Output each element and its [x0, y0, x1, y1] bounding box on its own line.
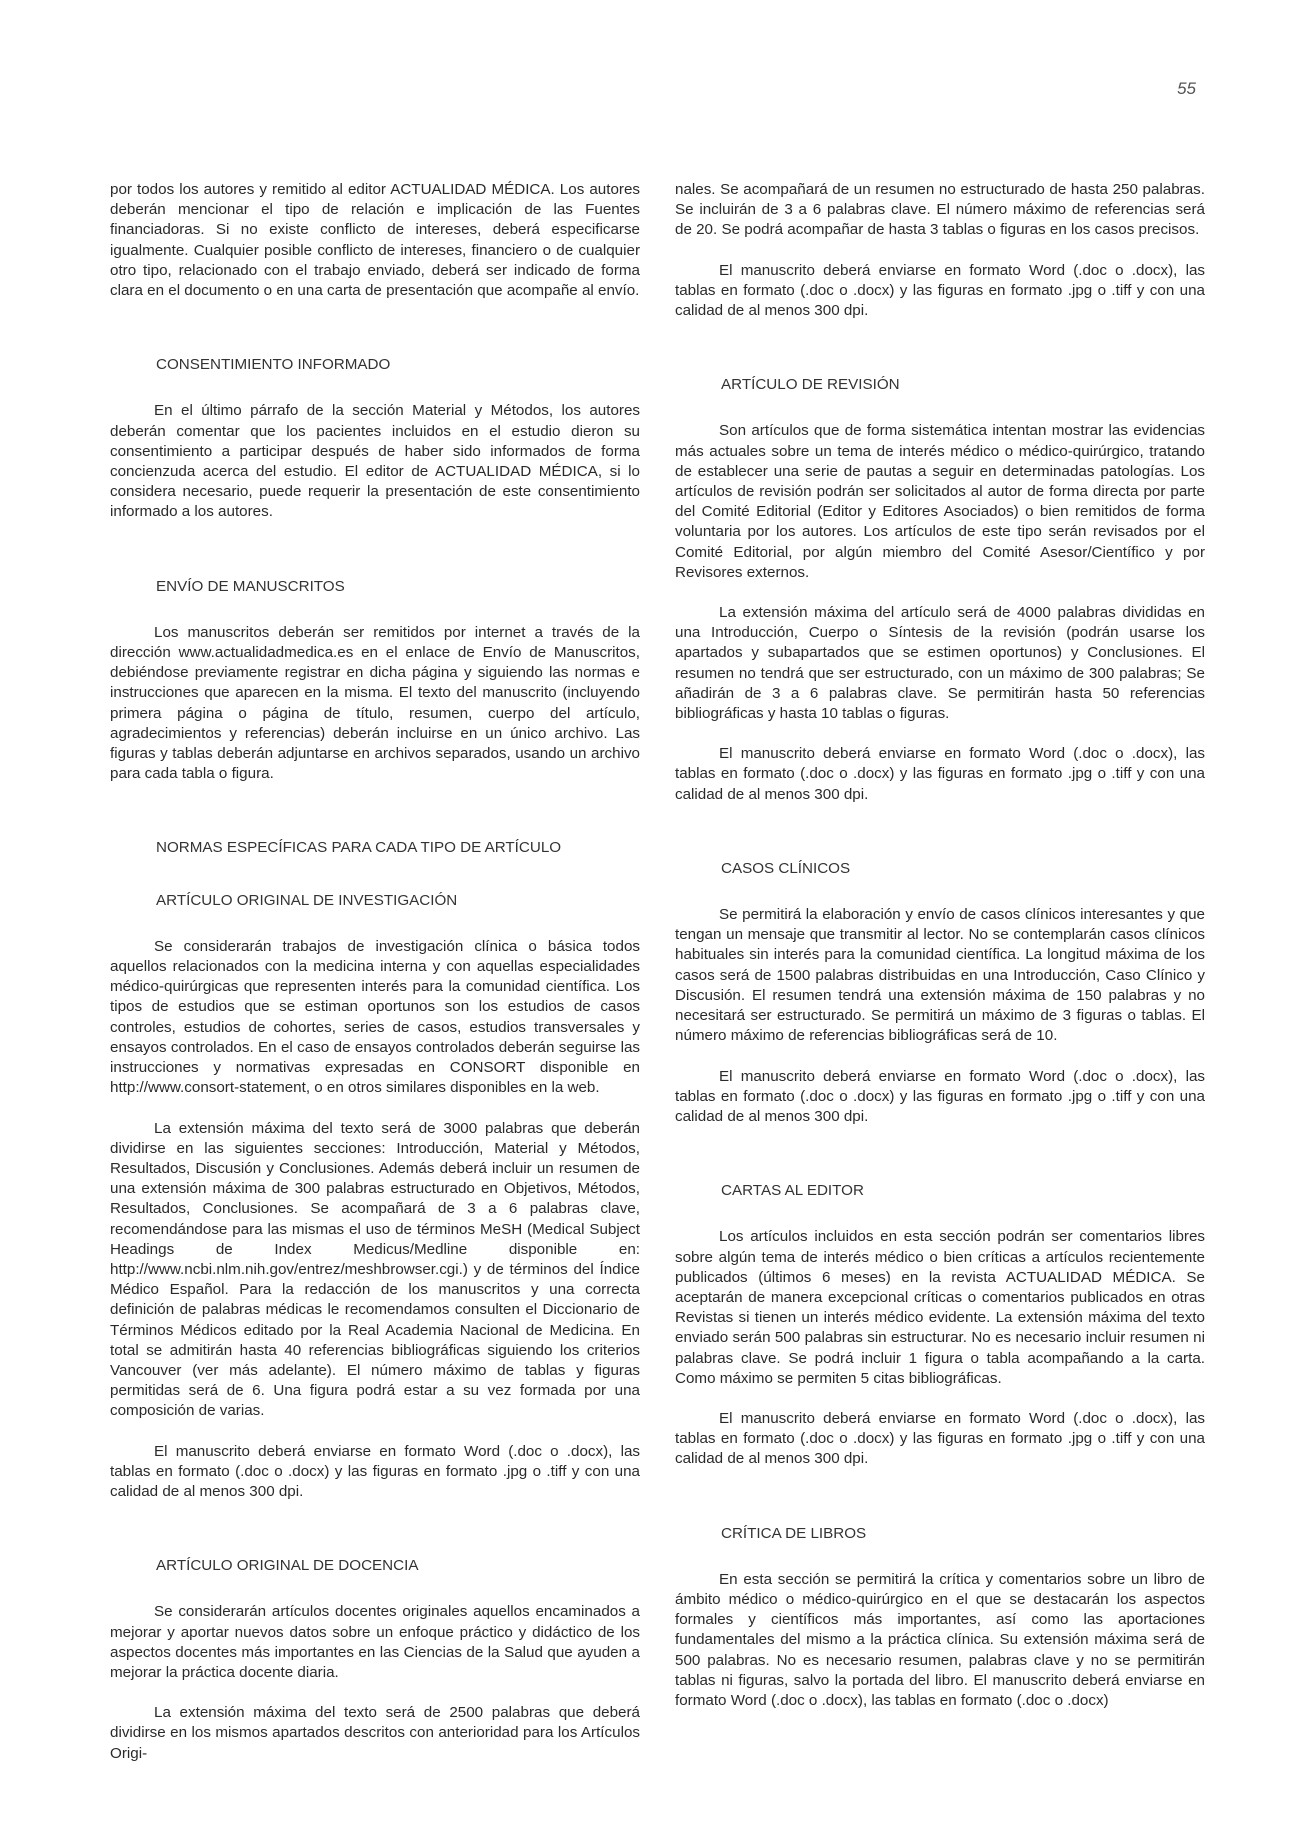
section-heading-teaching: ARTÍCULO ORIGINAL DE DOCENCIA	[156, 1557, 419, 1575]
review-format-paragraph: El manuscrito deberá enviarse en formato Word (.doc o .docx), las tablas en formato (.doc o .docx) y las figuras en formato .jpg o .tiff y con una calidad de al menos 300 dpi.	[675, 745, 1205, 803]
original-research-format-paragraph: El manuscrito deberá enviarse en formato Word (.doc o .docx), las tablas en formato (.doc o .docx) y las figuras en formato .jpg o .tiff y con una calidad de al menos 300 dpi.	[110, 1442, 640, 1500]
original-research-paragraph-1: Se considerarán trabajos de investigación clínica o básica todos aquellos relacionados con la medicina interna y con aquellas especialidades médico-quirúrgicas que representen interés para la comunidad científica. Los tipos de estudios que se estiman oportunos son los estudios de casos controles, estudios de cohortes, series de casos, estudios transversales y ensayos controlados. En el caso de ensayos controlados deberán seguirse las instrucciones y normativas expresadas en CONSORT disponible en http://www.consort-statement, o en otros similares disponibles en la web.	[110, 937, 640, 1097]
consent-paragraph: En el último párrafo de la sección Material y Métodos, los autores deberán comentar que los pacientes incluidos en el estudio dieron su consentimiento a participar después de haber sido informados de forma concienzuda acerca del estudio. El editor de ACTUALIDAD MÉDICA, si lo considera necesario, puede requerir la presentación de este consentimiento informado a los autores.	[110, 402, 640, 521]
teaching-paragraph-1: Se considerarán artículos docentes originales aquellos encaminados a mejorar y aportar nuevos datos sobre un enfoque práctico y didáctico de los aspectos docentes más importantes en las Ciencias de la Salud que ayuden a mejorar la práctica docente diaria.	[110, 1603, 640, 1681]
section-heading-submission: ENVÍO DE MANUSCRITOS	[156, 577, 345, 595]
intro-paragraph: por todos los autores y remitido al editor ACTUALIDAD MÉDICA. Los autores deberán mencionar el tipo de relación e implicación de las Fuentes financiadoras. Si no existe conflicto de intereses, deberá especificarse igualmente. Cualquier posible conflicto de intereses, financiero o de cualquier otro tipo, relacionado con el trabajo enviado, deberá ser indicado de forma clara en el documento o en una carta de presentación que acompañe al envío.	[110, 181, 640, 300]
section-heading-consent: CONSENTIMIENTO INFORMADO	[156, 356, 391, 374]
clinical-cases-format-paragraph: El manuscrito deberá enviarse en formato Word (.doc o .docx), las tablas en formato (.doc o .docx) y las figuras en formato .jpg o .tiff y con una calidad de al menos 300 dpi.	[675, 1067, 1205, 1125]
review-paragraph-2: La extensión máxima del artículo será de 4000 palabras divididas en una Introducción, Cuerpo o Síntesis de la revisión (podrán usarse los apartados y subapartados que se estimen oportunos) y Conclusiones. El resumen no tendrá que ser estructurado, con un máximo de 300 palabras; Se añadirán de 3 a 6 palabras clave. Se permitirán hasta 50 referencias bibliográficas y hasta 10 tablas o figuras.	[675, 604, 1205, 723]
book-reviews-paragraph: En esta sección se permitirá la crítica y comentarios sobre un libro de ámbito médico o médico-quirúrgico en el que se destacarán los aspectos formales y científicos más importantes, así como las aportaciones fundamentales del mismo a la práctica clínica. Su extensión máxima será de 500 palabras. No es necesario resumen, palabras clave y no se permitirán tablas ni figuras, salvo la portada del libro. El manuscrito deberá enviarse en formato Word (.doc o .docx), las tablas en formato (.doc o .docx)	[675, 1570, 1205, 1709]
section-heading-norms: NORMAS ESPECÍFICAS PARA CADA TIPO DE ARTÍCULO	[156, 839, 562, 857]
section-heading-original-research: ARTÍCULO ORIGINAL DE INVESTIGACIÓN	[156, 891, 458, 909]
continued-paragraph: nales. Se acompañará de un resumen no estructurado de hasta 250 palabras. Se incluirán de 3 a 6 palabras clave. El número máximo de referencias será de 20. Se podrá acompañar de hasta 3 tablas o figuras en los casos precisos.	[675, 181, 1205, 239]
left-column	[110, 180, 640, 1764]
section-heading-book-reviews: CRÍTICA DE LIBROS	[721, 1524, 867, 1542]
right-column	[675, 180, 1205, 1711]
original-research-paragraph-2: La extensión máxima del texto será de 3000 palabras que deberán dividirse en las siguientes secciones: Introducción, Material y Métodos, Resultados, Discusión y Conclusiones. Además deberá incluir un resumen de una extensión máxima de 300 palabras estructurado en Objetivos, Métodos, Resultados, Conclusiones. Se acompañará de 3 a 6 palabras clave, recomendándose para las mismas el uso de términos MeSH (Medical Subject Headings de Index Medicus/Medline disponible en: http://www.ncbi.nlm.nih.gov/entrez/meshbrowser.cgi.) y de términos del Índice Médico Español. Para la redacción de los manuscritos y una correcta definición de palabras médicas le recomendamos consulten el Diccionario de Términos Médicos editado por la Real Academia Nacional de Medicina. En total se admitirán hasta 40 referencias bibliográficas siguiendo los criterios Vancouver (ver más adelante). El número máximo de tablas y figuras permitidas será de 6. Una figura podrá estar a su vez formada por una composición de varias.	[110, 1119, 640, 1420]
page-number: 55	[1177, 79, 1196, 98]
section-heading-clinical-cases: CASOS CLÍNICOS	[721, 859, 851, 877]
review-paragraph-1: Son artículos que de forma sistemática intentan mostrar las evidencias más actuales sobre un tema de interés médico o médico-quirúrgico, tratando de establecer una serie de pautas a seguir en determinadas patologías. Los artículos de revisión podrán ser solicitados al autor de forma directa por parte del Comité Editorial (Editor y Editores Asociados) o bien remitidos de forma voluntaria por los autores. Los artículos de este tipo serán revisados por el Comité Editorial, por algún miembro del Comité Asesor/Científico y por Revisores externos.	[675, 422, 1205, 581]
letters-format-paragraph: El manuscrito deberá enviarse en formato Word (.doc o .docx), las tablas en formato (.doc o .docx) y las figuras en formato .jpg o .tiff y con una calidad de al menos 300 dpi.	[675, 1409, 1205, 1468]
teaching-paragraph-2: La extensión máxima del texto será de 2500 palabras que deberá dividirse en los mismos apartados descritos con anterioridad para los Artículos Origi-	[110, 1704, 640, 1762]
letters-paragraph: Los artículos incluidos en esta sección podrán ser comentarios libres sobre algún tema de interés médico o bien críticas a artículos recientemente publicados (últimos 6 meses) en la revista ACTUALIDAD MÉDICA. Se aceptarán de manera excepcional críticas o comentarios publicados en otras Revistas si tienen un interés médico evidente. La extensión máxima del texto enviado serán 500 palabras sin estructurar. No es necesario incluir resumen ni palabras clave. Se podrá incluir 1 figura o tabla acompañando a la carta. Como máximo se permiten 5 citas bibliográficas.	[675, 1228, 1205, 1387]
continued-format-paragraph: El manuscrito deberá enviarse en formato Word (.doc o .docx), las tablas en formato (.doc o .docx) y las figuras en formato .jpg o .tiff y con una calidad de al menos 300 dpi.	[675, 261, 1205, 320]
section-heading-letters: CARTAS AL EDITOR	[721, 1182, 864, 1200]
submission-paragraph: Los manuscritos deberán ser remitidos por internet a través de la dirección www.actualidadmedica.es en el enlace de Envío de Manuscritos, debiéndose previamente registrar en dicha página y siguiendo las normas e instrucciones que aparecen en la misma. El texto del manuscrito (incluyendo primera página o página de título, resumen, cuerpo del artículo, agradecimientos y referencias) deberán incluirse en un único archivo. Las figuras y tablas deberán adjuntarse en archivos separados, usando un archivo para cada tabla o figura.	[110, 623, 640, 783]
section-heading-review: ARTÍCULO DE REVISIÓN	[721, 376, 900, 394]
clinical-cases-paragraph: Se permitirá la elaboración y envío de casos clínicos interesantes y que tengan un mensaje que transmitir al lector. No se contemplarán casos clínicos habituales sin interés para la comunidad científica. La longitud máxima de los casos será de 1500 palabras distribuidas en una Introducción, Caso Clínico y Discusión. El resumen tendrá una extensión máxima de 150 palabras y no necesitará ser estructurado. Se permitirá un máximo de 3 figuras o tablas. El número máximo de referencias bibliográficas será de 10.	[675, 906, 1205, 1045]
